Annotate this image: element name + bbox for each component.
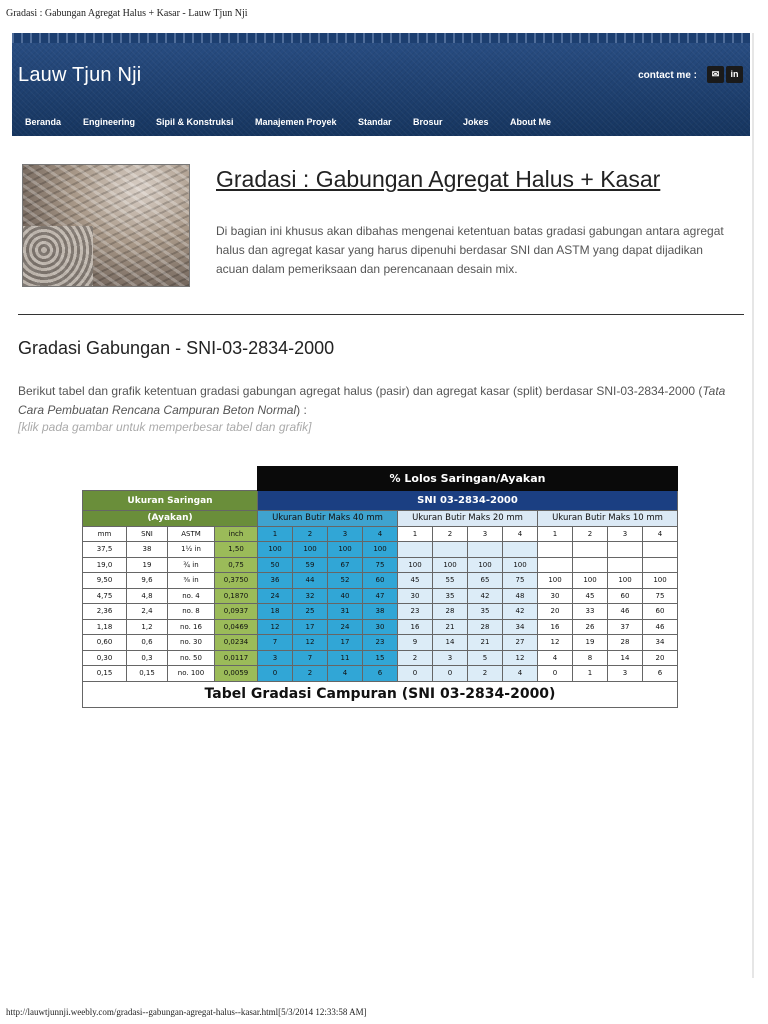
zone-header: 2 — [433, 526, 468, 542]
cell-g10: 46 — [608, 604, 643, 620]
cell-g20: 4 — [503, 666, 538, 682]
nav-item-jokes[interactable]: Jokes — [463, 117, 489, 127]
cell-g40: 31 — [328, 604, 363, 620]
cell-g20: 28 — [468, 619, 503, 635]
section-divider — [18, 314, 744, 315]
cell-g10: 28 — [608, 635, 643, 651]
cell-g40: 7 — [258, 635, 293, 651]
cell-g20: 0 — [398, 666, 433, 682]
ayakan-header: (Ayakan) — [83, 511, 258, 527]
nav-item-engineering[interactable]: Engineering — [83, 117, 136, 127]
cell-inch: 0,1870 — [215, 588, 258, 604]
cell-g10: 100 — [573, 573, 608, 589]
cell-g40: 2 — [293, 666, 328, 682]
cell-g40: 12 — [258, 619, 293, 635]
cell-g20: 35 — [468, 604, 503, 620]
zone-header: 4 — [503, 526, 538, 542]
nav-item-brosur[interactable]: Brosur — [413, 117, 443, 127]
cell-g10: 100 — [538, 573, 573, 589]
cell-g10 — [608, 557, 643, 573]
group-40-header: Ukuran Butir Maks 40 mm — [258, 511, 398, 527]
nav-item-standar[interactable]: Standar — [358, 117, 392, 127]
cell-g40: 40 — [328, 588, 363, 604]
print-page-title: Gradasi : Gabungan Agregat Halus + Kasar - Lauw Tjun Nji — [6, 8, 248, 19]
cell-g20 — [398, 542, 433, 558]
table-header-row — [83, 467, 678, 491]
cell-mm: 37,5 — [83, 542, 127, 558]
cell-g10 — [538, 557, 573, 573]
cell-g10: 14 — [608, 650, 643, 666]
cell-inch: 0,0059 — [215, 666, 258, 682]
cell-g20: 3 — [433, 650, 468, 666]
cell-g40: 67 — [328, 557, 363, 573]
cell-g10: 19 — [573, 635, 608, 651]
cell-g20: 0 — [433, 666, 468, 682]
cell-g40: 100 — [363, 542, 398, 558]
zone-header: 3 — [328, 526, 363, 542]
site-header — [12, 33, 750, 136]
cell-g20: 100 — [433, 557, 468, 573]
cell-g20: 75 — [503, 573, 538, 589]
cell-g10 — [643, 557, 678, 573]
cell-mm: 2,36 — [83, 604, 127, 620]
cell-mm: 0,60 — [83, 635, 127, 651]
cell-g40: 24 — [258, 588, 293, 604]
table-row — [83, 635, 678, 651]
cell-g20: 35 — [433, 588, 468, 604]
cell-g40: 100 — [328, 542, 363, 558]
cell-astm: ⅜ in — [168, 573, 215, 589]
cell-g20: 12 — [503, 650, 538, 666]
mail-icon[interactable]: ✉ — [707, 66, 724, 83]
intro-text: Di bagian ini khusus akan dibahas mengenai ketentuan batas gradasi gabungan antara agregat halus dan agregat kasar yang harus dipenuhi berdasar SNI dan ASTM yang dapat dijadikan acuan dalam pemeriksaan dan perencanaan desain mix. — [216, 224, 724, 276]
cell-g10: 60 — [643, 604, 678, 620]
cell-g10: 0 — [538, 666, 573, 682]
cell-g40: 17 — [293, 619, 328, 635]
cell-g10: 46 — [643, 619, 678, 635]
cell-mm: 4,75 — [83, 588, 127, 604]
table-header-row — [83, 491, 678, 511]
table-row — [83, 666, 678, 682]
cell-g10: 26 — [573, 619, 608, 635]
cell-g10: 30 — [538, 588, 573, 604]
lolos-header: % Lolos Saringan/Ayakan — [258, 467, 678, 491]
cell-g40: 32 — [293, 588, 328, 604]
zone-header: 3 — [608, 526, 643, 542]
cell-g40: 52 — [328, 573, 363, 589]
table-row — [83, 619, 678, 635]
cell-g40: 12 — [293, 635, 328, 651]
cell-sni: 0,15 — [127, 666, 168, 682]
cell-g10: 12 — [538, 635, 573, 651]
cell-g40: 11 — [328, 650, 363, 666]
cell-g20: 5 — [468, 650, 503, 666]
table-caption: Tabel Gradasi Campuran (SNI 03-2834-2000) — [83, 681, 678, 707]
cell-g20: 2 — [468, 666, 503, 682]
cell-g20: 16 — [398, 619, 433, 635]
page-title: Gradasi : Gabungan Agregat Halus + Kasar — [216, 166, 661, 192]
cell-g40: 6 — [363, 666, 398, 682]
nav-item-manajemen-proyek[interactable]: Manajemen Proyek — [255, 117, 337, 127]
linkedin-icon[interactable]: in — [726, 66, 743, 83]
cell-g40: 100 — [258, 542, 293, 558]
cell-g20: 42 — [503, 604, 538, 620]
cell-g10: 75 — [643, 588, 678, 604]
col-header-astm: ASTM — [168, 526, 215, 542]
aggregate-photo[interactable] — [22, 164, 190, 287]
cell-g10: 16 — [538, 619, 573, 635]
cell-g20: 100 — [398, 557, 433, 573]
cell-g10: 100 — [608, 573, 643, 589]
cell-g40: 25 — [293, 604, 328, 620]
cell-g10: 6 — [643, 666, 678, 682]
para-emphasis: Tata Cara Pembuatan Rencana Campuran Beton Normal — [18, 384, 726, 417]
cell-g20: 9 — [398, 635, 433, 651]
cell-g40: 15 — [363, 650, 398, 666]
cell-g20 — [503, 542, 538, 558]
cell-g20 — [433, 542, 468, 558]
cell-g20: 48 — [503, 588, 538, 604]
cell-inch: 1,50 — [215, 542, 258, 558]
cell-astm: no. 30 — [168, 635, 215, 651]
cell-g10 — [608, 542, 643, 558]
cell-inch: 0,0117 — [215, 650, 258, 666]
cell-g40: 38 — [363, 604, 398, 620]
cell-inch: 0,0469 — [215, 619, 258, 635]
cell-g20: 45 — [398, 573, 433, 589]
cell-g20: 28 — [433, 604, 468, 620]
zone-header: 1 — [258, 526, 293, 542]
column-header-row — [83, 526, 678, 542]
cell-inch: 0,0234 — [215, 635, 258, 651]
table-caption-row — [83, 681, 678, 707]
cell-sni: 38 — [127, 542, 168, 558]
cell-g40: 4 — [328, 666, 363, 682]
cell-g10: 37 — [608, 619, 643, 635]
aggregate-rocks-image — [23, 226, 93, 286]
cell-g20: 65 — [468, 573, 503, 589]
cell-g10: 60 — [608, 588, 643, 604]
cell-g20: 27 — [503, 635, 538, 651]
zone-header: 4 — [643, 526, 678, 542]
cell-sni: 0,6 — [127, 635, 168, 651]
cell-g40: 47 — [363, 588, 398, 604]
cell-g40: 75 — [363, 557, 398, 573]
table-row — [83, 573, 678, 589]
section-paragraph — [18, 382, 742, 420]
cell-astm: ¾ in — [168, 557, 215, 573]
cell-g10 — [573, 557, 608, 573]
cell-sni: 2,4 — [127, 604, 168, 620]
cell-sni: 19 — [127, 557, 168, 573]
cell-astm: no. 8 — [168, 604, 215, 620]
cell-g10: 34 — [643, 635, 678, 651]
cell-g20: 23 — [398, 604, 433, 620]
cell-g40: 24 — [328, 619, 363, 635]
cell-g40: 36 — [258, 573, 293, 589]
cell-g10 — [538, 542, 573, 558]
cell-sni: 0,3 — [127, 650, 168, 666]
blank-cell — [83, 467, 258, 491]
cell-sni: 1,2 — [127, 619, 168, 635]
table-row — [83, 557, 678, 573]
cell-mm: 0,15 — [83, 666, 127, 682]
zone-header: 2 — [573, 526, 608, 542]
cell-g40: 7 — [293, 650, 328, 666]
nav-item-beranda[interactable]: Beranda — [25, 117, 62, 127]
gradation-table[interactable] — [82, 466, 678, 708]
cell-g10: 20 — [643, 650, 678, 666]
group-20-header: Ukuran Butir Maks 20 mm — [398, 511, 538, 527]
cell-g20: 42 — [468, 588, 503, 604]
nav-item-about-me[interactable]: About Me — [510, 117, 551, 127]
cell-g20: 34 — [503, 619, 538, 635]
contact-label: contact me : — [638, 70, 697, 81]
cell-g20: 2 — [398, 650, 433, 666]
main-nav — [12, 117, 750, 133]
cell-astm: 1½ in — [168, 542, 215, 558]
table-row — [83, 542, 678, 558]
cell-g10: 100 — [643, 573, 678, 589]
cell-astm: no. 16 — [168, 619, 215, 635]
cell-sni: 9,6 — [127, 573, 168, 589]
para-text: Berikut tabel dan grafik ketentuan gradasi gabungan agregat halus (pasir) dan agregat kasar (split) berdasar SNI-03-2834-2000 ( — [18, 384, 703, 398]
cell-inch: 0,0937 — [215, 604, 258, 620]
cell-g20: 21 — [468, 635, 503, 651]
nav-item-sipil-konstruksi[interactable]: Sipil & Konstruksi — [156, 117, 234, 127]
cell-g10 — [573, 542, 608, 558]
content-border — [752, 33, 754, 978]
ukuran-header: Ukuran Saringan — [83, 491, 258, 511]
cell-g40: 3 — [258, 650, 293, 666]
print-page-footer: http://lauwtjunnji.weebly.com/gradasi--gabungan-agregat-halus--kasar.html[5/3/2014 12:33:58 AM] — [6, 1007, 367, 1017]
group-10-header: Ukuran Butir Maks 10 mm — [538, 511, 678, 527]
cell-g10: 8 — [573, 650, 608, 666]
cell-g10: 1 — [573, 666, 608, 682]
cell-g20: 55 — [433, 573, 468, 589]
cell-sni: 4,8 — [127, 588, 168, 604]
cell-inch: 0,3750 — [215, 573, 258, 589]
col-header-sni: SNI — [127, 526, 168, 542]
cell-g20: 100 — [503, 557, 538, 573]
section-title: Gradasi Gabungan - SNI-03-2834-2000 — [18, 338, 335, 358]
cell-g10: 3 — [608, 666, 643, 682]
cell-mm: 19,0 — [83, 557, 127, 573]
col-header-inch: inch — [215, 526, 258, 542]
cell-g40: 50 — [258, 557, 293, 573]
cell-g40: 0 — [258, 666, 293, 682]
cell-astm: no. 100 — [168, 666, 215, 682]
cell-g40: 44 — [293, 573, 328, 589]
cell-g20: 30 — [398, 588, 433, 604]
sni-header: SNI 03-2834-2000 — [258, 491, 678, 511]
para-close: ) : — [296, 403, 307, 417]
table-row — [83, 604, 678, 620]
col-header-mm: mm — [83, 526, 127, 542]
zone-header: 4 — [363, 526, 398, 542]
cell-g40: 18 — [258, 604, 293, 620]
site-title-link[interactable]: Lauw Tjun Nji — [18, 64, 142, 86]
cell-g20: 100 — [468, 557, 503, 573]
cell-g10: 45 — [573, 588, 608, 604]
zone-header: 2 — [293, 526, 328, 542]
cell-g40: 17 — [328, 635, 363, 651]
cell-g40: 23 — [363, 635, 398, 651]
zone-header: 1 — [538, 526, 573, 542]
cell-inch: 0,75 — [215, 557, 258, 573]
cell-g10: 4 — [538, 650, 573, 666]
cell-mm: 9,50 — [83, 573, 127, 589]
cell-astm: no. 4 — [168, 588, 215, 604]
header-stripe — [12, 33, 750, 43]
cell-g20: 14 — [433, 635, 468, 651]
enlarge-hint: [klik pada gambar untuk memperbesar tabel dan grafik] — [18, 420, 312, 434]
gradation-table-body — [83, 467, 678, 708]
cell-g40: 59 — [293, 557, 328, 573]
cell-g10: 33 — [573, 604, 608, 620]
zone-header: 1 — [398, 526, 433, 542]
cell-mm: 0,30 — [83, 650, 127, 666]
cell-g40: 30 — [363, 619, 398, 635]
cell-astm: no. 50 — [168, 650, 215, 666]
table-header-row — [83, 511, 678, 527]
cell-g10 — [643, 542, 678, 558]
cell-g40: 60 — [363, 573, 398, 589]
cell-mm: 1,18 — [83, 619, 127, 635]
cell-g20 — [468, 542, 503, 558]
zone-header: 3 — [468, 526, 503, 542]
cell-g20: 21 — [433, 619, 468, 635]
cell-g40: 100 — [293, 542, 328, 558]
table-row — [83, 650, 678, 666]
cell-g10: 20 — [538, 604, 573, 620]
table-row — [83, 588, 678, 604]
